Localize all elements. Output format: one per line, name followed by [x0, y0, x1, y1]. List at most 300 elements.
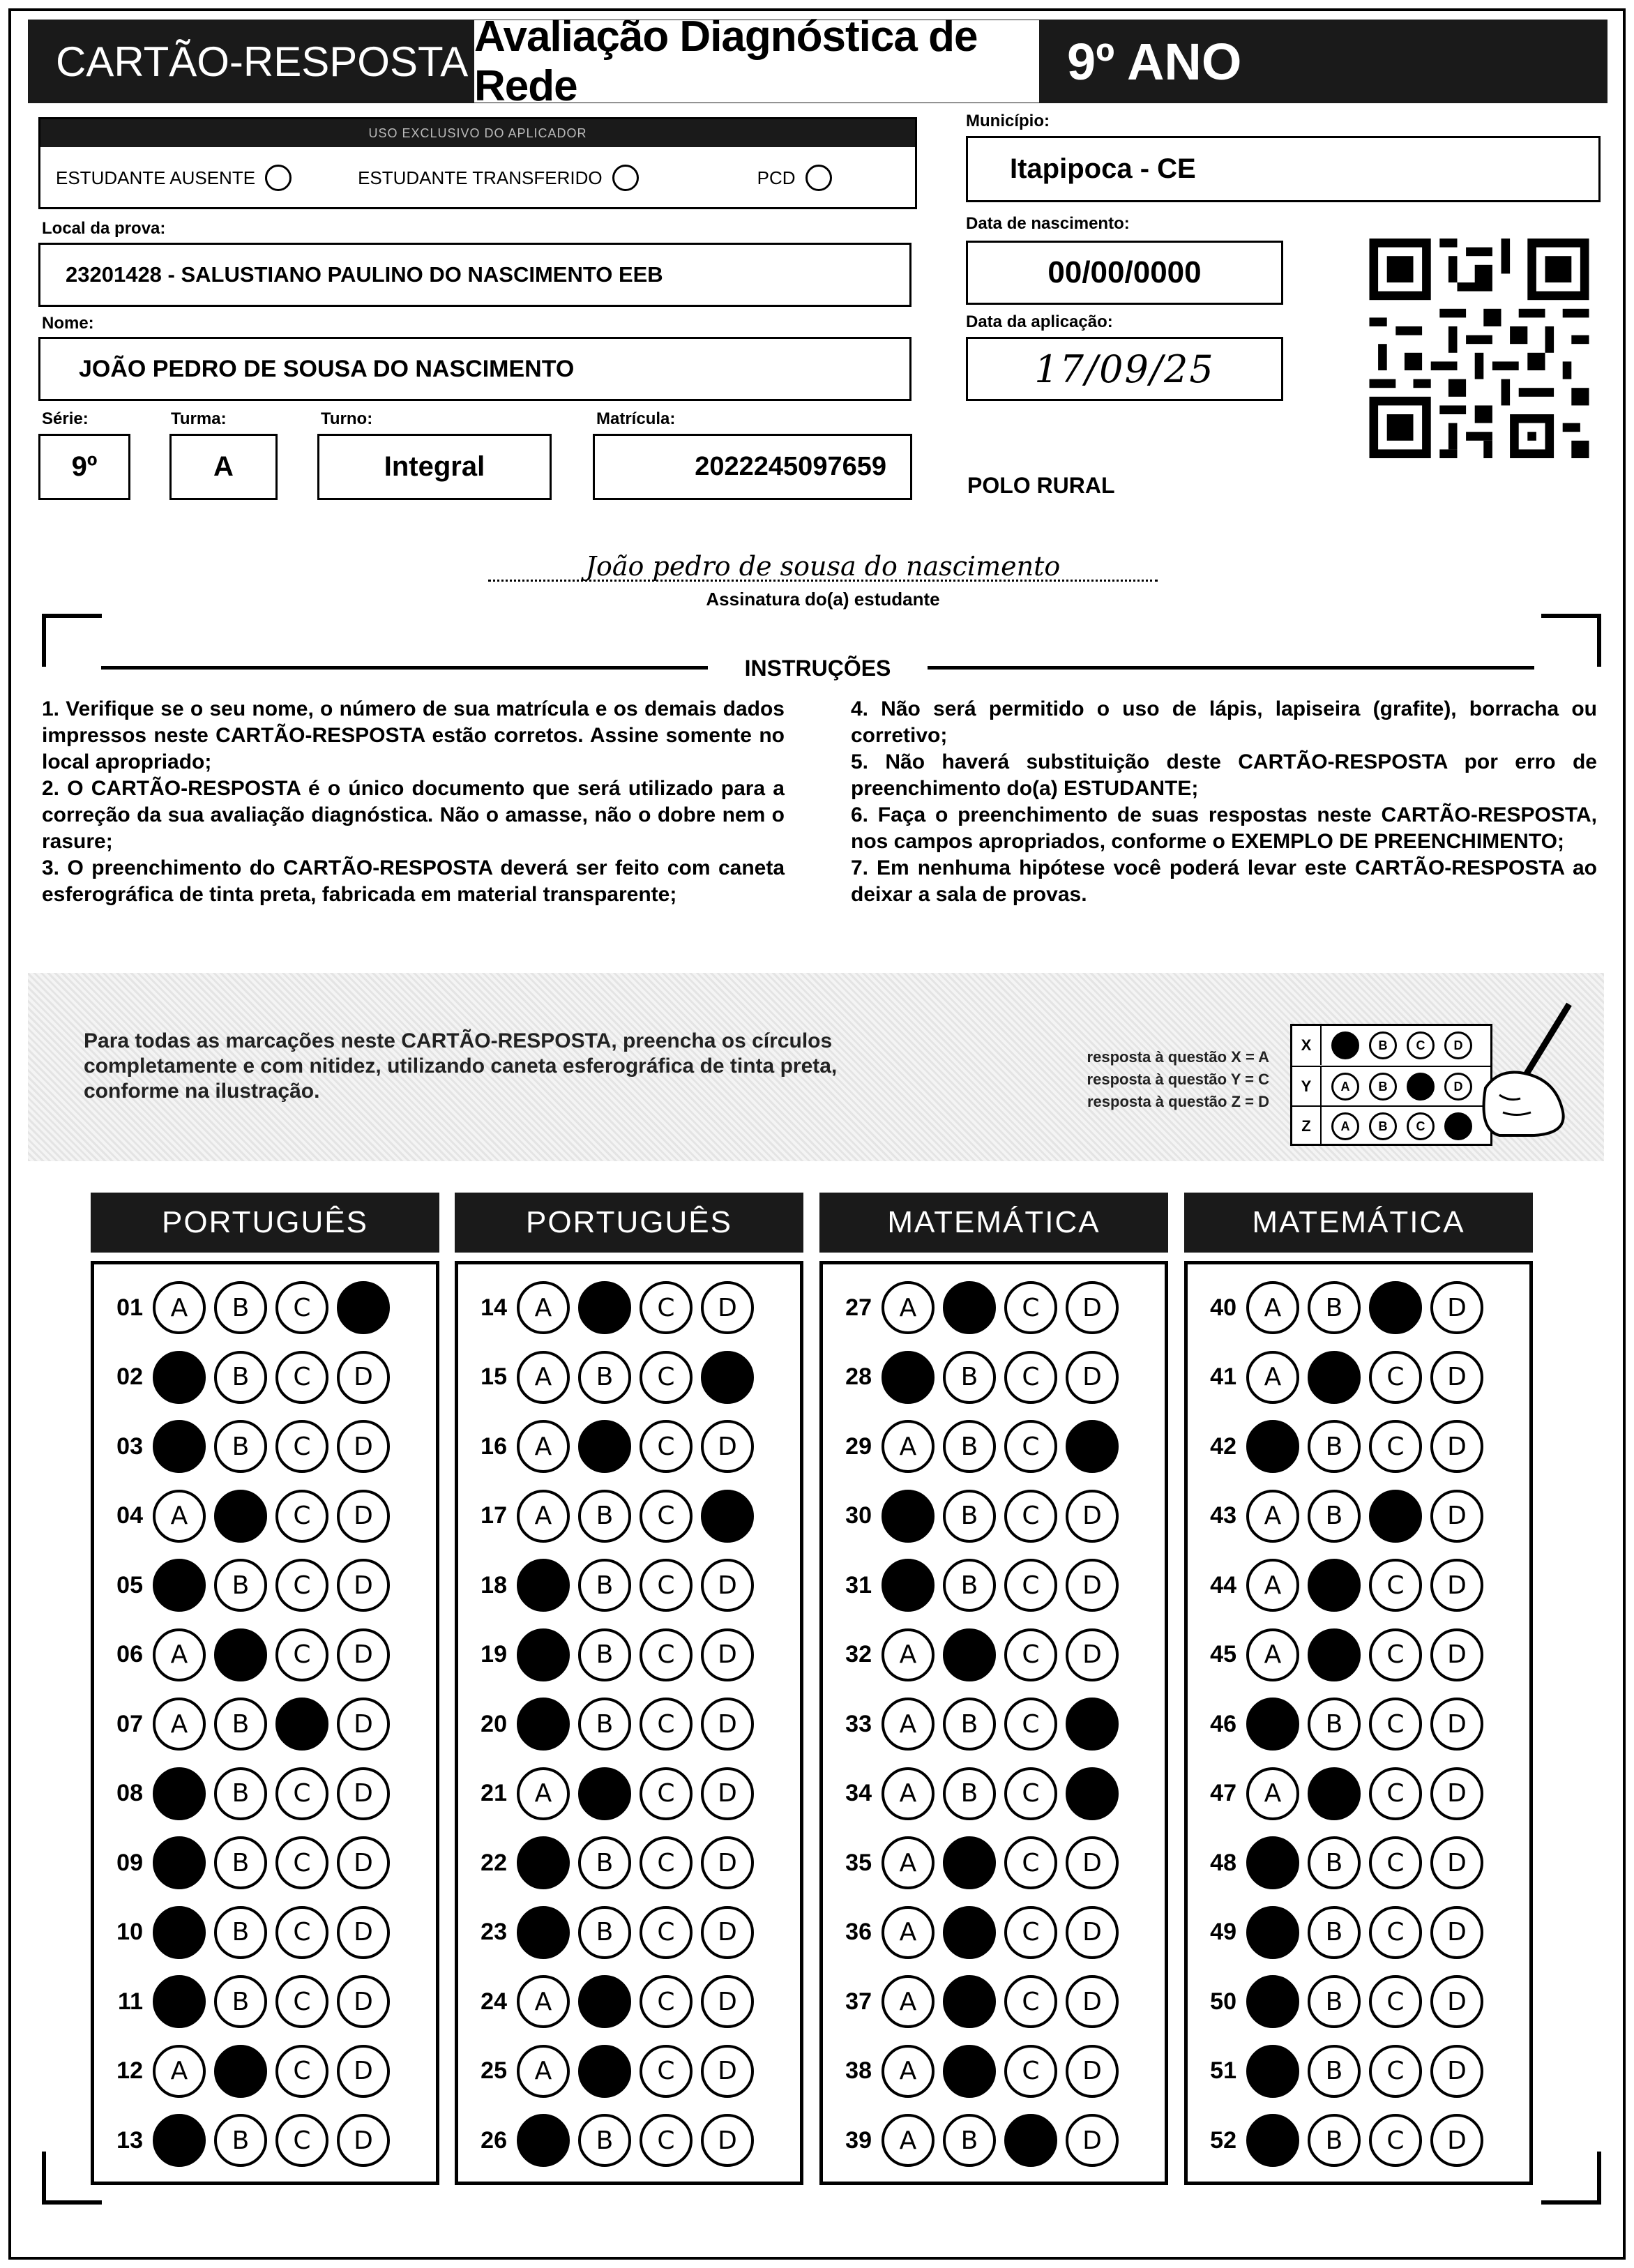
bubble-25-B[interactable]: B [578, 2045, 631, 2098]
bubble-39-C[interactable]: C [1004, 2114, 1057, 2167]
question-row-36 [823, 1905, 1127, 1960]
bubble-33-D[interactable]: D [1066, 1698, 1119, 1751]
bubble-35-B[interactable]: B [943, 1836, 996, 1889]
bubble-45-C[interactable]: C [1369, 1628, 1422, 1681]
signature: João pedro de sousa do nascimento [488, 551, 1158, 582]
bubble-43-C[interactable]: C [1369, 1490, 1422, 1543]
bubble-48-C[interactable]: C [1369, 1836, 1422, 1889]
bubble-12-C[interactable]: C [275, 2045, 328, 2098]
bubble-11-B[interactable]: B [214, 1975, 267, 2028]
bubble-01-C[interactable]: C [275, 1281, 328, 1334]
bubble-22-B[interactable]: B [578, 1836, 631, 1889]
question-row-19 [458, 1627, 762, 1683]
question-number: 19 [481, 1641, 507, 1668]
bubble-07-A[interactable]: A [153, 1698, 206, 1751]
bubble-35-D[interactable]: D [1066, 1836, 1119, 1889]
matricula-label: Matrícula: [596, 409, 676, 428]
transferred-bubble[interactable] [612, 165, 639, 191]
bubble-21-A[interactable]: A [517, 1767, 570, 1820]
bubble-25-C[interactable]: C [640, 2045, 693, 2098]
bubble-32-B[interactable]: B [943, 1628, 996, 1681]
question-number: 10 [116, 1919, 143, 1945]
bubble-41-D[interactable]: D [1430, 1351, 1483, 1404]
bubble-32-C[interactable]: C [1004, 1628, 1057, 1681]
bubble-19-C[interactable]: C [640, 1628, 693, 1681]
question-row-21 [458, 1766, 762, 1822]
bubble-21-C[interactable]: C [640, 1767, 693, 1820]
bubble-47-A[interactable]: A [1246, 1767, 1299, 1820]
bubble-46-B[interactable]: B [1308, 1698, 1361, 1751]
bubble-28-D[interactable]: D [1066, 1351, 1119, 1404]
bubble-15-D[interactable]: D [701, 1351, 754, 1404]
question-number: 16 [481, 1432, 507, 1460]
bubble-23-B[interactable]: B [578, 1906, 631, 1959]
bubble-25-A[interactable]: A [517, 2045, 570, 2098]
nome-label: Nome: [42, 314, 94, 333]
birth-label: Data de nascimento: [966, 214, 1130, 233]
bubble-07-C[interactable]: C [275, 1698, 328, 1751]
bubble-31-B[interactable]: B [943, 1559, 996, 1612]
bubble-23-C[interactable]: C [640, 1906, 693, 1959]
bubble-50-A[interactable]: A [1246, 1975, 1299, 2028]
bubble-07-B[interactable]: B [214, 1698, 267, 1751]
bubble-52-C[interactable]: C [1369, 2114, 1422, 2167]
bubble-45-D[interactable]: D [1430, 1628, 1483, 1681]
bubble-01-D[interactable]: D [337, 1281, 390, 1334]
bubble-05-B[interactable]: B [214, 1559, 267, 1612]
bubble-49-A[interactable]: A [1246, 1906, 1299, 1959]
bubble-14-C[interactable]: C [640, 1281, 693, 1334]
bubble-26-C[interactable]: C [640, 2114, 693, 2167]
bubble-10-B[interactable]: B [214, 1906, 267, 1959]
column-2-box [455, 1261, 803, 2185]
bubble-41-B[interactable]: B [1308, 1351, 1361, 1404]
bubble-49-D[interactable]: D [1430, 1906, 1483, 1959]
bubble-38-D[interactable]: D [1066, 2045, 1119, 2098]
bubble-02-C[interactable]: C [275, 1351, 328, 1404]
bubble-30-D[interactable]: D [1066, 1490, 1119, 1543]
question-number: 43 [1210, 1502, 1236, 1529]
bubble-52-A[interactable]: A [1246, 2114, 1299, 2167]
question-row-14 [458, 1280, 762, 1336]
bubble-36-D[interactable]: D [1066, 1906, 1119, 1959]
bubble-41-A[interactable]: A [1246, 1351, 1299, 1404]
bubble-08-C[interactable]: C [275, 1767, 328, 1820]
example-row-label: Z [1292, 1107, 1322, 1146]
bubble-44-A[interactable]: A [1246, 1559, 1299, 1612]
bubble-24-D[interactable]: D [701, 1975, 754, 2028]
question-row-03 [94, 1419, 398, 1474]
bubble-50-C[interactable]: C [1369, 1975, 1422, 2028]
bubble-21-B[interactable]: B [578, 1767, 631, 1820]
bubble-39-D[interactable]: D [1066, 2114, 1119, 2167]
question-number: 12 [116, 2057, 143, 2084]
applicator-box [38, 117, 917, 209]
question-number: 11 [118, 1988, 143, 2015]
bubble-22-D[interactable]: D [701, 1836, 754, 1889]
question-row-35 [823, 1835, 1127, 1891]
bubble-13-A[interactable]: A [153, 2114, 206, 2167]
bubble-45-B[interactable]: B [1308, 1628, 1361, 1681]
bubble-43-B[interactable]: B [1308, 1490, 1361, 1543]
example-grid [1290, 1024, 1492, 1146]
absent-label: ESTUDANTE AUSENTE [56, 167, 256, 188]
bubble-03-B[interactable]: B [214, 1420, 267, 1473]
bubble-20-A[interactable]: A [517, 1698, 570, 1751]
bubble-27-B[interactable]: B [943, 1281, 996, 1334]
example-row-label: X [1292, 1026, 1322, 1065]
bubble-38-B[interactable]: B [943, 2045, 996, 2098]
bubble-16-D[interactable]: D [701, 1420, 754, 1473]
bubble-13-B[interactable]: B [214, 2114, 267, 2167]
bubble-02-A[interactable]: A [153, 1351, 206, 1404]
bubble-31-C[interactable]: C [1004, 1559, 1057, 1612]
bubble-28-C[interactable]: C [1004, 1351, 1057, 1404]
applicator-title: USO EXCLUSIVO DO APLICADOR [40, 119, 915, 147]
example-bubble-Y-A: A [1331, 1073, 1359, 1101]
bubble-14-D[interactable]: D [701, 1281, 754, 1334]
question-row-02 [94, 1350, 398, 1405]
bubble-27-D[interactable]: D [1066, 1281, 1119, 1334]
question-row-10 [94, 1905, 398, 1960]
question-row-52 [1188, 2112, 1492, 2168]
bubble-16-A[interactable]: A [517, 1420, 570, 1473]
bubble-18-C[interactable]: C [640, 1559, 693, 1612]
turma-label: Turma: [171, 409, 227, 428]
bubble-38-C[interactable]: C [1004, 2045, 1057, 2098]
bubble-47-C[interactable]: C [1369, 1767, 1422, 1820]
bubble-35-A[interactable]: A [882, 1836, 935, 1889]
question-row-15 [458, 1350, 762, 1405]
bubble-16-B[interactable]: B [578, 1420, 631, 1473]
bubble-36-C[interactable]: C [1004, 1906, 1057, 1959]
bubble-11-D[interactable]: D [337, 1975, 390, 2028]
bubble-14-B[interactable]: B [578, 1281, 631, 1334]
question-number: 28 [845, 1363, 872, 1390]
question-number: 18 [481, 1571, 507, 1598]
bubble-48-A[interactable]: A [1246, 1836, 1299, 1889]
bubble-18-D[interactable]: D [701, 1559, 754, 1612]
bubble-20-B[interactable]: B [578, 1698, 631, 1751]
bubble-52-D[interactable]: D [1430, 2114, 1483, 2167]
instruction-4: 4. Não será permitido o uso de lápis, lapiseira (grafite), borracha ou corretivo; [851, 697, 1597, 747]
qr-code [1367, 239, 1591, 458]
grade-title: 9º ANO [1067, 32, 1242, 91]
bubble-29-A[interactable]: A [882, 1420, 935, 1473]
bubble-20-D[interactable]: D [701, 1698, 754, 1751]
question-number: 38 [845, 2057, 872, 2084]
bubble-29-B[interactable]: B [943, 1420, 996, 1473]
bubble-24-B[interactable]: B [578, 1975, 631, 2028]
bubble-31-A[interactable]: A [882, 1559, 935, 1612]
bubble-34-B[interactable]: B [943, 1767, 996, 1820]
bubble-04-A[interactable]: A [153, 1490, 206, 1543]
question-row-47 [1188, 1766, 1492, 1822]
bubble-29-D[interactable]: D [1066, 1420, 1119, 1473]
absent-bubble[interactable] [265, 165, 292, 191]
question-number: 37 [845, 1988, 872, 2015]
bubble-37-D[interactable]: D [1066, 1975, 1119, 2028]
column-3-box [819, 1261, 1168, 2185]
bubble-12-A[interactable]: A [153, 2045, 206, 2098]
bubble-37-C[interactable]: C [1004, 1975, 1057, 2028]
bubble-26-A[interactable]: A [517, 2114, 570, 2167]
bubble-12-D[interactable]: D [337, 2045, 390, 2098]
corner-top-right [1541, 614, 1601, 667]
bubble-08-A[interactable]: A [153, 1767, 206, 1820]
column-1-title: PORTUGUÊS [91, 1193, 439, 1253]
bubble-50-B[interactable]: B [1308, 1975, 1361, 2028]
bubble-42-B[interactable]: B [1308, 1420, 1361, 1473]
question-number: 42 [1210, 1432, 1236, 1460]
bubble-38-A[interactable]: A [882, 2045, 935, 2098]
bubble-24-C[interactable]: C [640, 1975, 693, 2028]
bubble-19-B[interactable]: B [578, 1628, 631, 1681]
bubble-02-D[interactable]: D [337, 1351, 390, 1404]
bubble-46-A[interactable]: A [1246, 1698, 1299, 1751]
bubble-19-A[interactable]: A [517, 1628, 570, 1681]
example-bubble-Y-B: B [1369, 1073, 1397, 1101]
bubble-33-C[interactable]: C [1004, 1698, 1057, 1751]
bubble-30-A[interactable]: A [882, 1490, 935, 1543]
bubble-50-D[interactable]: D [1430, 1975, 1483, 2028]
bubble-28-B[interactable]: B [943, 1351, 996, 1404]
bubble-37-A[interactable]: A [882, 1975, 935, 2028]
bubble-37-B[interactable]: B [943, 1975, 996, 2028]
bubble-28-A[interactable]: A [882, 1351, 935, 1404]
bubble-51-D[interactable]: D [1430, 2045, 1483, 2098]
bubble-11-C[interactable]: C [275, 1975, 328, 2028]
bubble-17-C[interactable]: C [640, 1490, 693, 1543]
serie-value: 9º [38, 434, 130, 500]
bubble-22-C[interactable]: C [640, 1836, 693, 1889]
bubble-42-A[interactable]: A [1246, 1420, 1299, 1473]
bubble-10-C[interactable]: C [275, 1906, 328, 1959]
question-number: 34 [845, 1780, 872, 1806]
bubble-32-A[interactable]: A [882, 1628, 935, 1681]
bubble-52-B[interactable]: B [1308, 2114, 1361, 2167]
bubble-20-C[interactable]: C [640, 1698, 693, 1751]
bubble-18-B[interactable]: B [578, 1559, 631, 1612]
bubble-42-C[interactable]: C [1369, 1420, 1422, 1473]
bubble-01-A[interactable]: A [153, 1281, 206, 1334]
bubble-33-A[interactable]: A [882, 1698, 935, 1751]
bubble-34-A[interactable]: A [882, 1767, 935, 1820]
bubble-01-B[interactable]: B [214, 1281, 267, 1334]
question-number: 02 [116, 1363, 143, 1390]
bubble-06-C[interactable]: C [275, 1628, 328, 1681]
bubble-26-B[interactable]: B [578, 2114, 631, 2167]
bubble-30-C[interactable]: C [1004, 1490, 1057, 1543]
bubble-39-B[interactable]: B [943, 2114, 996, 2167]
bubble-17-D[interactable]: D [701, 1490, 754, 1543]
bubble-04-C[interactable]: C [275, 1490, 328, 1543]
example-bubble-Z-C: C [1407, 1112, 1435, 1140]
bubble-11-A[interactable]: A [153, 1975, 206, 2028]
bubble-34-D[interactable]: D [1066, 1767, 1119, 1820]
question-number: 46 [1210, 1710, 1236, 1737]
turma-value: A [169, 434, 278, 500]
question-row-46 [1188, 1696, 1492, 1752]
bubble-32-D[interactable]: D [1066, 1628, 1119, 1681]
bubble-43-D[interactable]: D [1430, 1490, 1483, 1543]
question-number: 26 [481, 2126, 507, 2154]
question-number: 49 [1210, 1919, 1236, 1945]
bubble-03-D[interactable]: D [337, 1420, 390, 1473]
bubble-40-D[interactable]: D [1430, 1281, 1483, 1334]
instruction-6: 6. Faça o preenchimento de suas respostas neste CARTÃO-RESPOSTA, nos campos apropriados, conforme o EXEMPLO DE PREENCHIMENTO; [851, 803, 1597, 853]
bubble-40-C[interactable]: C [1369, 1281, 1422, 1334]
question-row-16 [458, 1419, 762, 1474]
question-row-33 [823, 1696, 1127, 1752]
bubble-44-D[interactable]: D [1430, 1559, 1483, 1612]
bubble-05-A[interactable]: A [153, 1559, 206, 1612]
transferred-label: ESTUDANTE TRANSFERIDO [358, 167, 603, 188]
bubble-12-B[interactable]: B [214, 2045, 267, 2098]
bubble-46-D[interactable]: D [1430, 1698, 1483, 1751]
bubble-34-C[interactable]: C [1004, 1767, 1057, 1820]
bubble-45-A[interactable]: A [1246, 1628, 1299, 1681]
bubble-36-B[interactable]: B [943, 1906, 996, 1959]
bubble-15-A[interactable]: A [517, 1351, 570, 1404]
bubble-10-D[interactable]: D [337, 1906, 390, 1959]
bubble-06-B[interactable]: B [214, 1628, 267, 1681]
bubble-09-C[interactable]: C [275, 1836, 328, 1889]
bubble-21-D[interactable]: D [701, 1767, 754, 1820]
question-row-23 [458, 1905, 762, 1960]
bubble-10-A[interactable]: A [153, 1906, 206, 1959]
question-row-31 [823, 1557, 1127, 1613]
question-row-07 [94, 1696, 398, 1752]
legend-y: resposta à questão Y = C [1087, 1071, 1269, 1088]
legend-z: resposta à questão Z = D [1087, 1093, 1269, 1110]
bubble-09-D[interactable]: D [337, 1836, 390, 1889]
bubble-24-A[interactable]: A [517, 1975, 570, 2028]
question-row-41 [1188, 1350, 1492, 1405]
question-row-45 [1188, 1627, 1492, 1683]
bubble-17-B[interactable]: B [578, 1490, 631, 1543]
bubble-05-D[interactable]: D [337, 1559, 390, 1612]
bubble-02-B[interactable]: B [214, 1351, 267, 1404]
bubble-44-C[interactable]: C [1369, 1559, 1422, 1612]
bubble-31-D[interactable]: D [1066, 1559, 1119, 1612]
bubble-47-B[interactable]: B [1308, 1767, 1361, 1820]
bubble-40-A[interactable]: A [1246, 1281, 1299, 1334]
question-row-13 [94, 2112, 398, 2168]
question-row-37 [823, 1974, 1127, 2029]
question-number: 05 [116, 1571, 143, 1598]
bubble-03-C[interactable]: C [275, 1420, 328, 1473]
bubble-09-B[interactable]: B [214, 1836, 267, 1889]
question-row-43 [1188, 1488, 1492, 1544]
example-row-label: Y [1292, 1067, 1322, 1106]
bubble-03-A[interactable]: A [153, 1420, 206, 1473]
bubble-16-C[interactable]: C [640, 1420, 693, 1473]
bubble-44-B[interactable]: B [1308, 1559, 1361, 1612]
bubble-42-D[interactable]: D [1430, 1420, 1483, 1473]
bubble-18-A[interactable]: A [517, 1559, 570, 1612]
bubble-48-D[interactable]: D [1430, 1836, 1483, 1889]
matricula-value: 2022245097659 [593, 434, 912, 500]
question-number: 48 [1210, 1849, 1236, 1876]
corner-top-left [42, 614, 102, 667]
question-number: 03 [116, 1432, 143, 1460]
bubble-51-A[interactable]: A [1246, 2045, 1299, 2098]
question-row-28 [823, 1350, 1127, 1405]
bubble-06-D[interactable]: D [337, 1628, 390, 1681]
bubble-05-C[interactable]: C [275, 1559, 328, 1612]
municipio-value: Itapipoca - CE [966, 136, 1601, 202]
bubble-48-B[interactable]: B [1308, 1836, 1361, 1889]
question-row-38 [823, 2043, 1127, 2099]
bubble-51-C[interactable]: C [1369, 2045, 1422, 2098]
instruction-5: 5. Não haverá substituição deste CARTÃO-RESPOSTA por erro de preenchimento do(a) ESTUDANTE; [851, 750, 1597, 800]
bubble-25-D[interactable]: D [701, 2045, 754, 2098]
bubble-15-C[interactable]: C [640, 1351, 693, 1404]
bubble-47-D[interactable]: D [1430, 1767, 1483, 1820]
bubble-33-B[interactable]: B [943, 1698, 996, 1751]
corner-bottom-right [1541, 2152, 1601, 2205]
bubble-23-A[interactable]: A [517, 1906, 570, 1959]
header-bar [28, 13, 1607, 110]
question-row-49 [1188, 1905, 1492, 1960]
bubble-41-C[interactable]: C [1369, 1351, 1422, 1404]
bubble-27-C[interactable]: C [1004, 1281, 1057, 1334]
app-date-label: Data da aplicação: [966, 312, 1113, 331]
question-row-22 [458, 1835, 762, 1891]
column-1-box [91, 1261, 439, 2185]
bubble-22-A[interactable]: A [517, 1836, 570, 1889]
bubble-15-B[interactable]: B [578, 1351, 631, 1404]
bubble-19-D[interactable]: D [701, 1628, 754, 1681]
bubble-08-B[interactable]: B [214, 1767, 267, 1820]
question-row-44 [1188, 1557, 1492, 1613]
bubble-07-D[interactable]: D [337, 1698, 390, 1751]
pcd-bubble[interactable] [805, 165, 832, 191]
question-row-24 [458, 1974, 762, 2029]
bubble-17-A[interactable]: A [517, 1490, 570, 1543]
bubble-23-D[interactable]: D [701, 1906, 754, 1959]
bubble-13-D[interactable]: D [337, 2114, 390, 2167]
bubble-43-A[interactable]: A [1246, 1490, 1299, 1543]
bubble-26-D[interactable]: D [701, 2114, 754, 2167]
bubble-29-C[interactable]: C [1004, 1420, 1057, 1473]
question-number: 04 [116, 1502, 143, 1529]
question-row-12 [94, 2043, 398, 2099]
bubble-06-A[interactable]: A [153, 1628, 206, 1681]
bubble-04-D[interactable]: D [337, 1490, 390, 1543]
bubble-13-C[interactable]: C [275, 2114, 328, 2167]
question-number: 17 [481, 1502, 507, 1529]
bubble-49-C[interactable]: C [1369, 1906, 1422, 1959]
question-number: 51 [1210, 2057, 1236, 2084]
bubble-08-D[interactable]: D [337, 1767, 390, 1820]
bubble-14-A[interactable]: A [517, 1281, 570, 1334]
bubble-39-A[interactable]: A [882, 2114, 935, 2167]
bubble-40-B[interactable]: B [1308, 1281, 1361, 1334]
bubble-51-B[interactable]: B [1308, 2045, 1361, 2098]
local-label: Local da prova: [42, 219, 166, 238]
bubble-30-B[interactable]: B [943, 1490, 996, 1543]
bubble-36-A[interactable]: A [882, 1906, 935, 1959]
bubble-09-A[interactable]: A [153, 1836, 206, 1889]
question-row-11 [94, 1974, 398, 2029]
bubble-35-C[interactable]: C [1004, 1836, 1057, 1889]
bubble-46-C[interactable]: C [1369, 1698, 1422, 1751]
bubble-49-B[interactable]: B [1308, 1906, 1361, 1959]
bubble-04-B[interactable]: B [214, 1490, 267, 1543]
bubble-27-A[interactable]: A [882, 1281, 935, 1334]
